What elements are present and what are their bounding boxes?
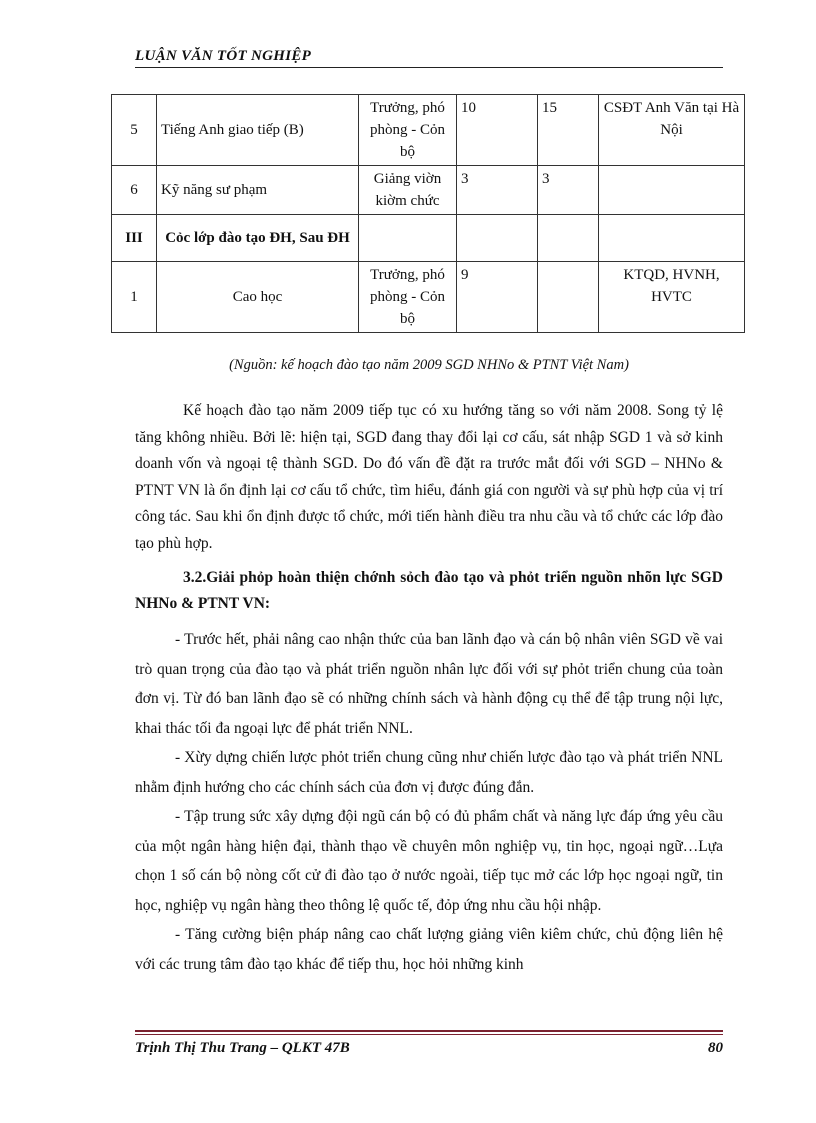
list-item: - Xừy dựng chiến lược phỏt triển chung cũng như chiến lược đào tạo và phát triển NNL nhằm định hướng cho các chính sách của đơn vị được đúng đắn. — [135, 749, 723, 796]
row-number: III — [112, 215, 157, 262]
training-place — [599, 215, 745, 262]
target-audience: Giảng viờn kiờm chức — [359, 166, 457, 215]
footer-divider — [135, 1030, 723, 1032]
course-name: Kỹ năng sư phạm — [157, 166, 359, 215]
table-row — [112, 215, 745, 262]
list-item: - Tăng cường biện pháp nâng cao chất lượng giảng viên kiêm chức, chủ động liên hệ với các trung tâm đào tạo khác để tiếp thu, học hỏi những kinh — [135, 926, 723, 973]
row-number: 1 — [112, 262, 157, 333]
count-a: 9 — [457, 262, 538, 333]
footer-author: Trịnh Thị Thu Trang – QLKT 47B — [135, 1040, 350, 1056]
training-plan-table — [111, 94, 745, 333]
count-b — [538, 262, 599, 333]
table-source-caption: (Nguồn: kế hoạch đào tạo năm 2009 SGD NHNo & PTNT Việt Nam) — [229, 357, 629, 373]
page-number: 80 — [708, 1040, 723, 1056]
table-row — [112, 262, 745, 333]
row-number: 5 — [112, 95, 157, 166]
training-place — [599, 166, 745, 215]
page-header-title: LUẬN VĂN TỐT NGHIỆP — [135, 48, 723, 68]
target-audience — [359, 215, 457, 262]
count-b — [538, 215, 599, 262]
row-number: 6 — [112, 166, 157, 215]
count-b: 15 — [538, 95, 599, 166]
footer-divider-thin — [135, 1034, 723, 1035]
count-a: 10 — [457, 95, 538, 166]
body-paragraph: Kế hoạch đào tạo năm 2009 tiếp tục có xu hướng tăng so với năm 2008. Song tỷ lệ tăng không nhiều. Bởi lẽ: hiện tại, SGD đang thay đổi lại cơ cấu, sát nhập SGD 1 và sở kinh doanh vốn và ngoại tệ thành SGD. Do đó vấn đề đặt ra trước mắt đối với SGD – NHNo & PTNT VN là ổn định lại cơ cấu tổ chức, tìm hiểu, đánh giá con người và sự phù hợp của vị trí công tác. Sau khi ổn định được tổ chức, mới tiến hành điều tra nhu cầu và tổ chức các lớp đào tạo phù hợp. — [135, 402, 723, 552]
list-item: - Trước hết, phải nâng cao nhận thức của ban lãnh đạo và cán bộ nhân viên SGD về vai trò quan trọng của đào tạo và phát triển nguồn nhân lực đối với sự phỏt triển chung của toàn đơn vị. Từ đó ban lãnh đạo sẽ có những chính sách và hành động cụ thể để tập trung nội lực, khai thác tối đa ngoại lực để phát triển NNL. — [135, 631, 723, 737]
count-b: 3 — [538, 166, 599, 215]
course-name: Tiếng Anh giao tiếp (B) — [157, 95, 359, 166]
count-a: 3 — [457, 166, 538, 215]
solution-list — [135, 625, 723, 979]
count-a — [457, 215, 538, 262]
table-row — [112, 95, 745, 166]
target-audience: Trưởng, phó phòng - Cỏn bộ — [359, 262, 457, 333]
section-heading: 3.2.Giải phỏp hoàn thiện chớnh sỏch đào tạo và phỏt triển nguồn nhõn lực SGD NHNo & PTNT VN: — [135, 569, 723, 612]
training-place: KTQD, HVNH, HVTC — [599, 262, 745, 333]
target-audience: Trưởng, phó phòng - Cỏn bộ — [359, 95, 457, 166]
course-name: Cỏc lớp đào tạo ĐH, Sau ĐH — [157, 215, 359, 262]
table-row — [112, 166, 745, 215]
list-item: - Tập trung sức xây dựng đội ngũ cán bộ có đủ phẩm chất và năng lực đáp ứng yêu cầu của một ngân hàng hiện đại, thành thạo về chuyên môn nghiệp vụ, tin học, ngoại ngữ…Lựa chọn 1 số cán bộ nòng cốt cử đi đào tạo ở nước ngoài, tiếp tục mở các lớp học ngoại ngữ, tin học, nghiệp vụ ngân hàng theo thông lệ quốc tế, đỏp ứng nhu cầu hội nhập. — [135, 808, 723, 914]
training-place: CSĐT Anh Văn tại Hà Nội — [599, 95, 745, 166]
course-name: Cao học — [157, 262, 359, 333]
